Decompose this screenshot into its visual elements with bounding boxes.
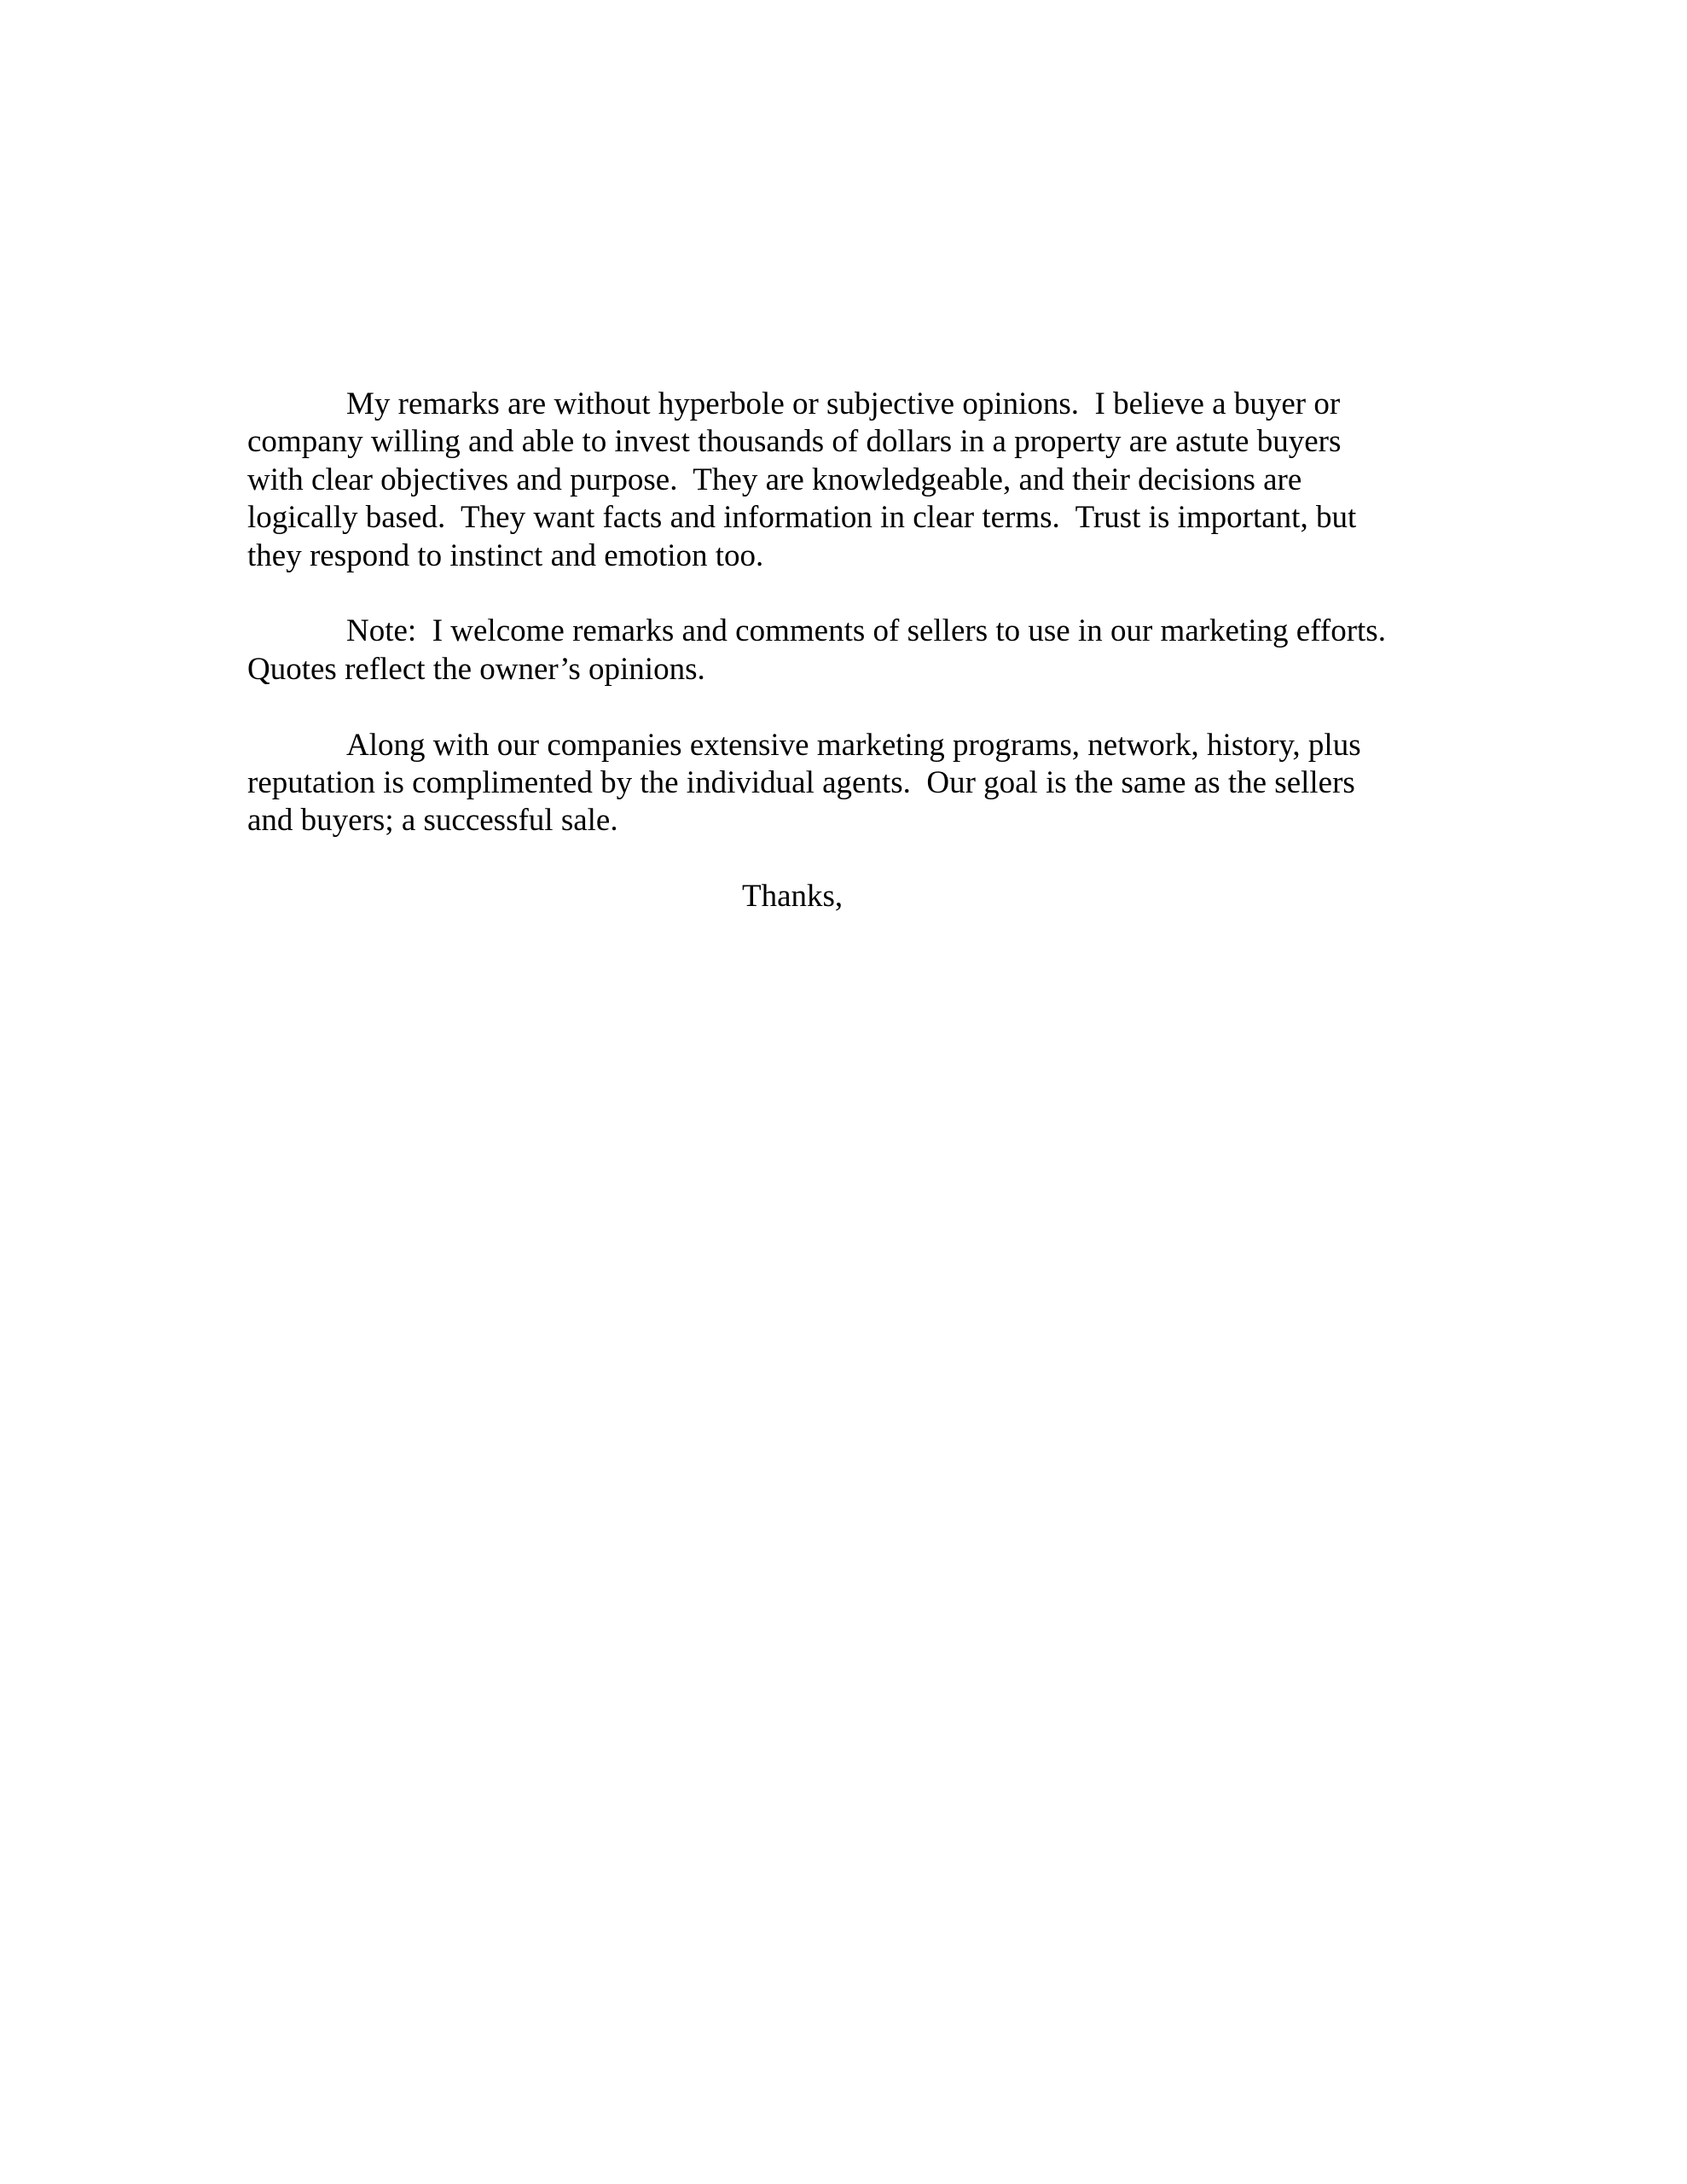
paragraph-marketing: [247, 727, 1458, 840]
paragraph-line: reputation is complimented by the individual agents. Our goal is the same as the sellers: [247, 764, 1355, 800]
paragraph-line: Along with our companies extensive marketing programs, network, history, plus: [346, 727, 1361, 763]
closing-signoff: Thanks,: [742, 879, 844, 915]
paragraph-line: logically based. They want facts and information in clear terms. Trust is important, but: [247, 500, 1357, 536]
paragraph-spacer: [247, 688, 1458, 726]
paragraph-line: they respond to instinct and emotion too.: [247, 537, 764, 573]
paragraph-line: and buyers; a successful sale.: [247, 803, 618, 839]
paragraph-line: Quotes reflect the owner’s opinions.: [247, 651, 705, 687]
paragraph-note: [247, 613, 1458, 688]
paragraph-remarks: [247, 386, 1458, 575]
paragraph-line: My remarks are without hyperbole or subjective opinions. I believe a buyer or: [346, 386, 1341, 421]
paragraph-line: with clear objectives and purpose. They are knowledgeable, and their decisions are: [247, 462, 1302, 497]
document-body: [247, 386, 1458, 915]
paragraph-line: Note: I welcome remarks and comments of sellers to use in our marketing efforts.: [346, 613, 1386, 649]
paragraph-spacer: [247, 575, 1458, 613]
paragraph-line: company willing and able to invest thousands of dollars in a property are astute buyers: [247, 424, 1342, 460]
paragraph-spacer: [247, 840, 1458, 878]
